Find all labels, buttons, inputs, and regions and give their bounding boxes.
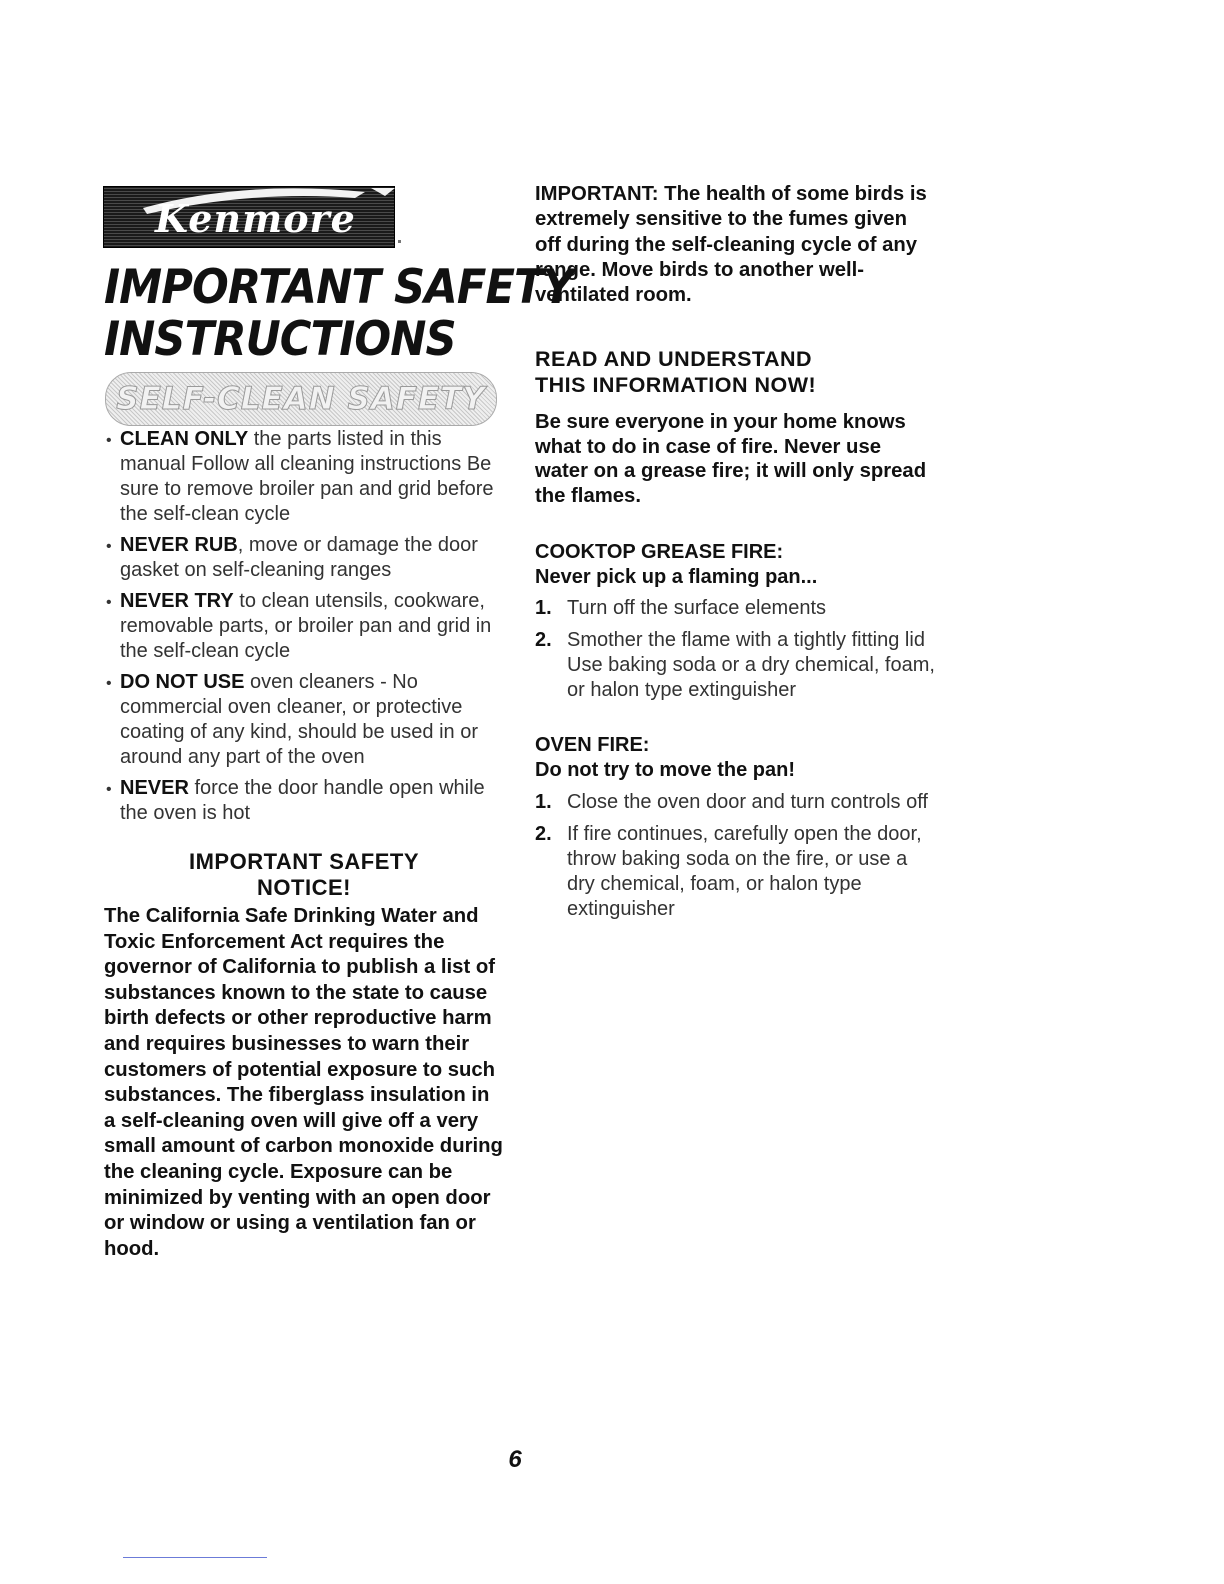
list-item: [104, 776, 504, 826]
safety-notice-body: The California Safe Drinking Water and Toxic Enforcement Act requires the governor of California to publish a list of substances known to the state to cause birth defects or other reproductive harm and requires businesses to warn their customers of potential exposure to such substances. The fiberglass insulation in a self-cleaning oven will give off a very small amount of carbon monoxide during the cleaning cycle. Exposure can be minimized by venting with an open door or window or using a ventilation fan or hood.: [104, 905, 503, 1260]
safety-notice-heading: [104, 849, 504, 901]
step-text: If fire continues, carefully open the door, throw baking soda on the fire, or use a dry chemical, foam, or halon type extinguisher: [567, 823, 922, 920]
kenmore-logo: [103, 186, 395, 248]
oven-heading: OVEN FIRE:: [535, 734, 650, 756]
notice-heading-line-2: NOTICE!: [257, 875, 351, 900]
read-heading-line-2: THIS INFORMATION NOW!: [535, 373, 817, 397]
step-text: Smother the flame with a tightly fitting lid Use baking soda or a dry chemical, foam, or halon type extinguisher: [567, 629, 935, 701]
page-title: [104, 262, 573, 366]
oven-fire-heading: [535, 733, 935, 783]
bullet-icon: •: [106, 538, 112, 555]
title-line-2: INSTRUCTIONS: [104, 312, 456, 367]
list-item: [104, 589, 504, 664]
oven-fire-steps: [535, 790, 935, 929]
notice-heading-line-1: IMPORTANT SAFETY: [188, 849, 420, 874]
title-line-1: IMPORTANT SAFETY: [104, 260, 574, 315]
cooktop-heading: COOKTOP GREASE FIRE:: [535, 541, 784, 563]
list-item: [104, 533, 504, 583]
step-text: Turn off the surface elements: [567, 597, 827, 619]
banner-label: SELF-CLEAN SAFETY: [116, 381, 486, 417]
logo-wordmark: Kenmore: [155, 196, 356, 241]
bullet-lead: CLEAN ONLY: [120, 428, 249, 450]
step-number: 1.: [535, 597, 552, 619]
step-number: 1.: [535, 791, 552, 813]
step-text: Close the oven door and turn controls off: [567, 791, 928, 813]
list-item: [535, 790, 935, 815]
cooktop-fire-steps: [535, 596, 935, 710]
read-heading-line-1: READ AND UNDERSTAND: [535, 347, 813, 371]
cooktop-subheading: Never pick up a flaming pan...: [535, 566, 818, 588]
page-number: 6: [508, 1446, 522, 1473]
bullet-icon: •: [106, 675, 112, 692]
bullet-lead: NEVER RUB: [120, 534, 238, 556]
cooktop-fire-heading: [535, 540, 935, 590]
bullet-text: oven cleaners - No commercial oven cleaner, or protective coating of any kind, should be used in or around any part of the oven: [120, 671, 479, 768]
bullet-text: the parts listed in this manual Follow all cleaning instructions Be sure to remove broiler pan and grid before the self-clean cycle: [120, 428, 494, 525]
step-number: 2.: [535, 629, 552, 651]
logo-mark-dot: [398, 240, 401, 243]
footer-divider: [123, 1557, 267, 1558]
bullet-text: , move or damage the door gasket on self-cleaning ranges: [120, 534, 478, 581]
list-item: [104, 670, 504, 770]
bullet-icon: •: [106, 432, 112, 449]
fire-preparedness-text: Be sure everyone in your home knows what to do in case of fire. Never use water on a grease fire; it will only spread the flames.: [535, 411, 927, 507]
read-understand-heading: [535, 346, 935, 398]
self-clean-bullet-list: [104, 427, 504, 832]
birds-warning: IMPORTANT: The health of some birds is extremely sensitive to the fumes given off during the self-cleaning cycle of any range. Move birds to another well-ventilated room.: [535, 183, 927, 307]
bullet-text: force the door handle open while the oven is hot: [120, 777, 485, 824]
bullet-lead: DO NOT USE: [120, 671, 245, 693]
list-item: [535, 628, 935, 703]
self-clean-safety-banner: [105, 372, 497, 426]
step-number: 2.: [535, 823, 552, 845]
list-item: [535, 822, 935, 922]
bullet-lead: NEVER TRY: [120, 590, 234, 612]
list-item: [104, 427, 504, 527]
bullet-icon: •: [106, 781, 112, 798]
bullet-lead: NEVER: [120, 777, 189, 799]
list-item: [535, 596, 935, 621]
oven-subheading: Do not try to move the pan!: [535, 759, 795, 781]
bullet-text: to clean utensils, cookware, removable parts, or broiler pan and grid in the self-clean cycle: [120, 590, 492, 662]
bullet-icon: •: [106, 594, 112, 611]
